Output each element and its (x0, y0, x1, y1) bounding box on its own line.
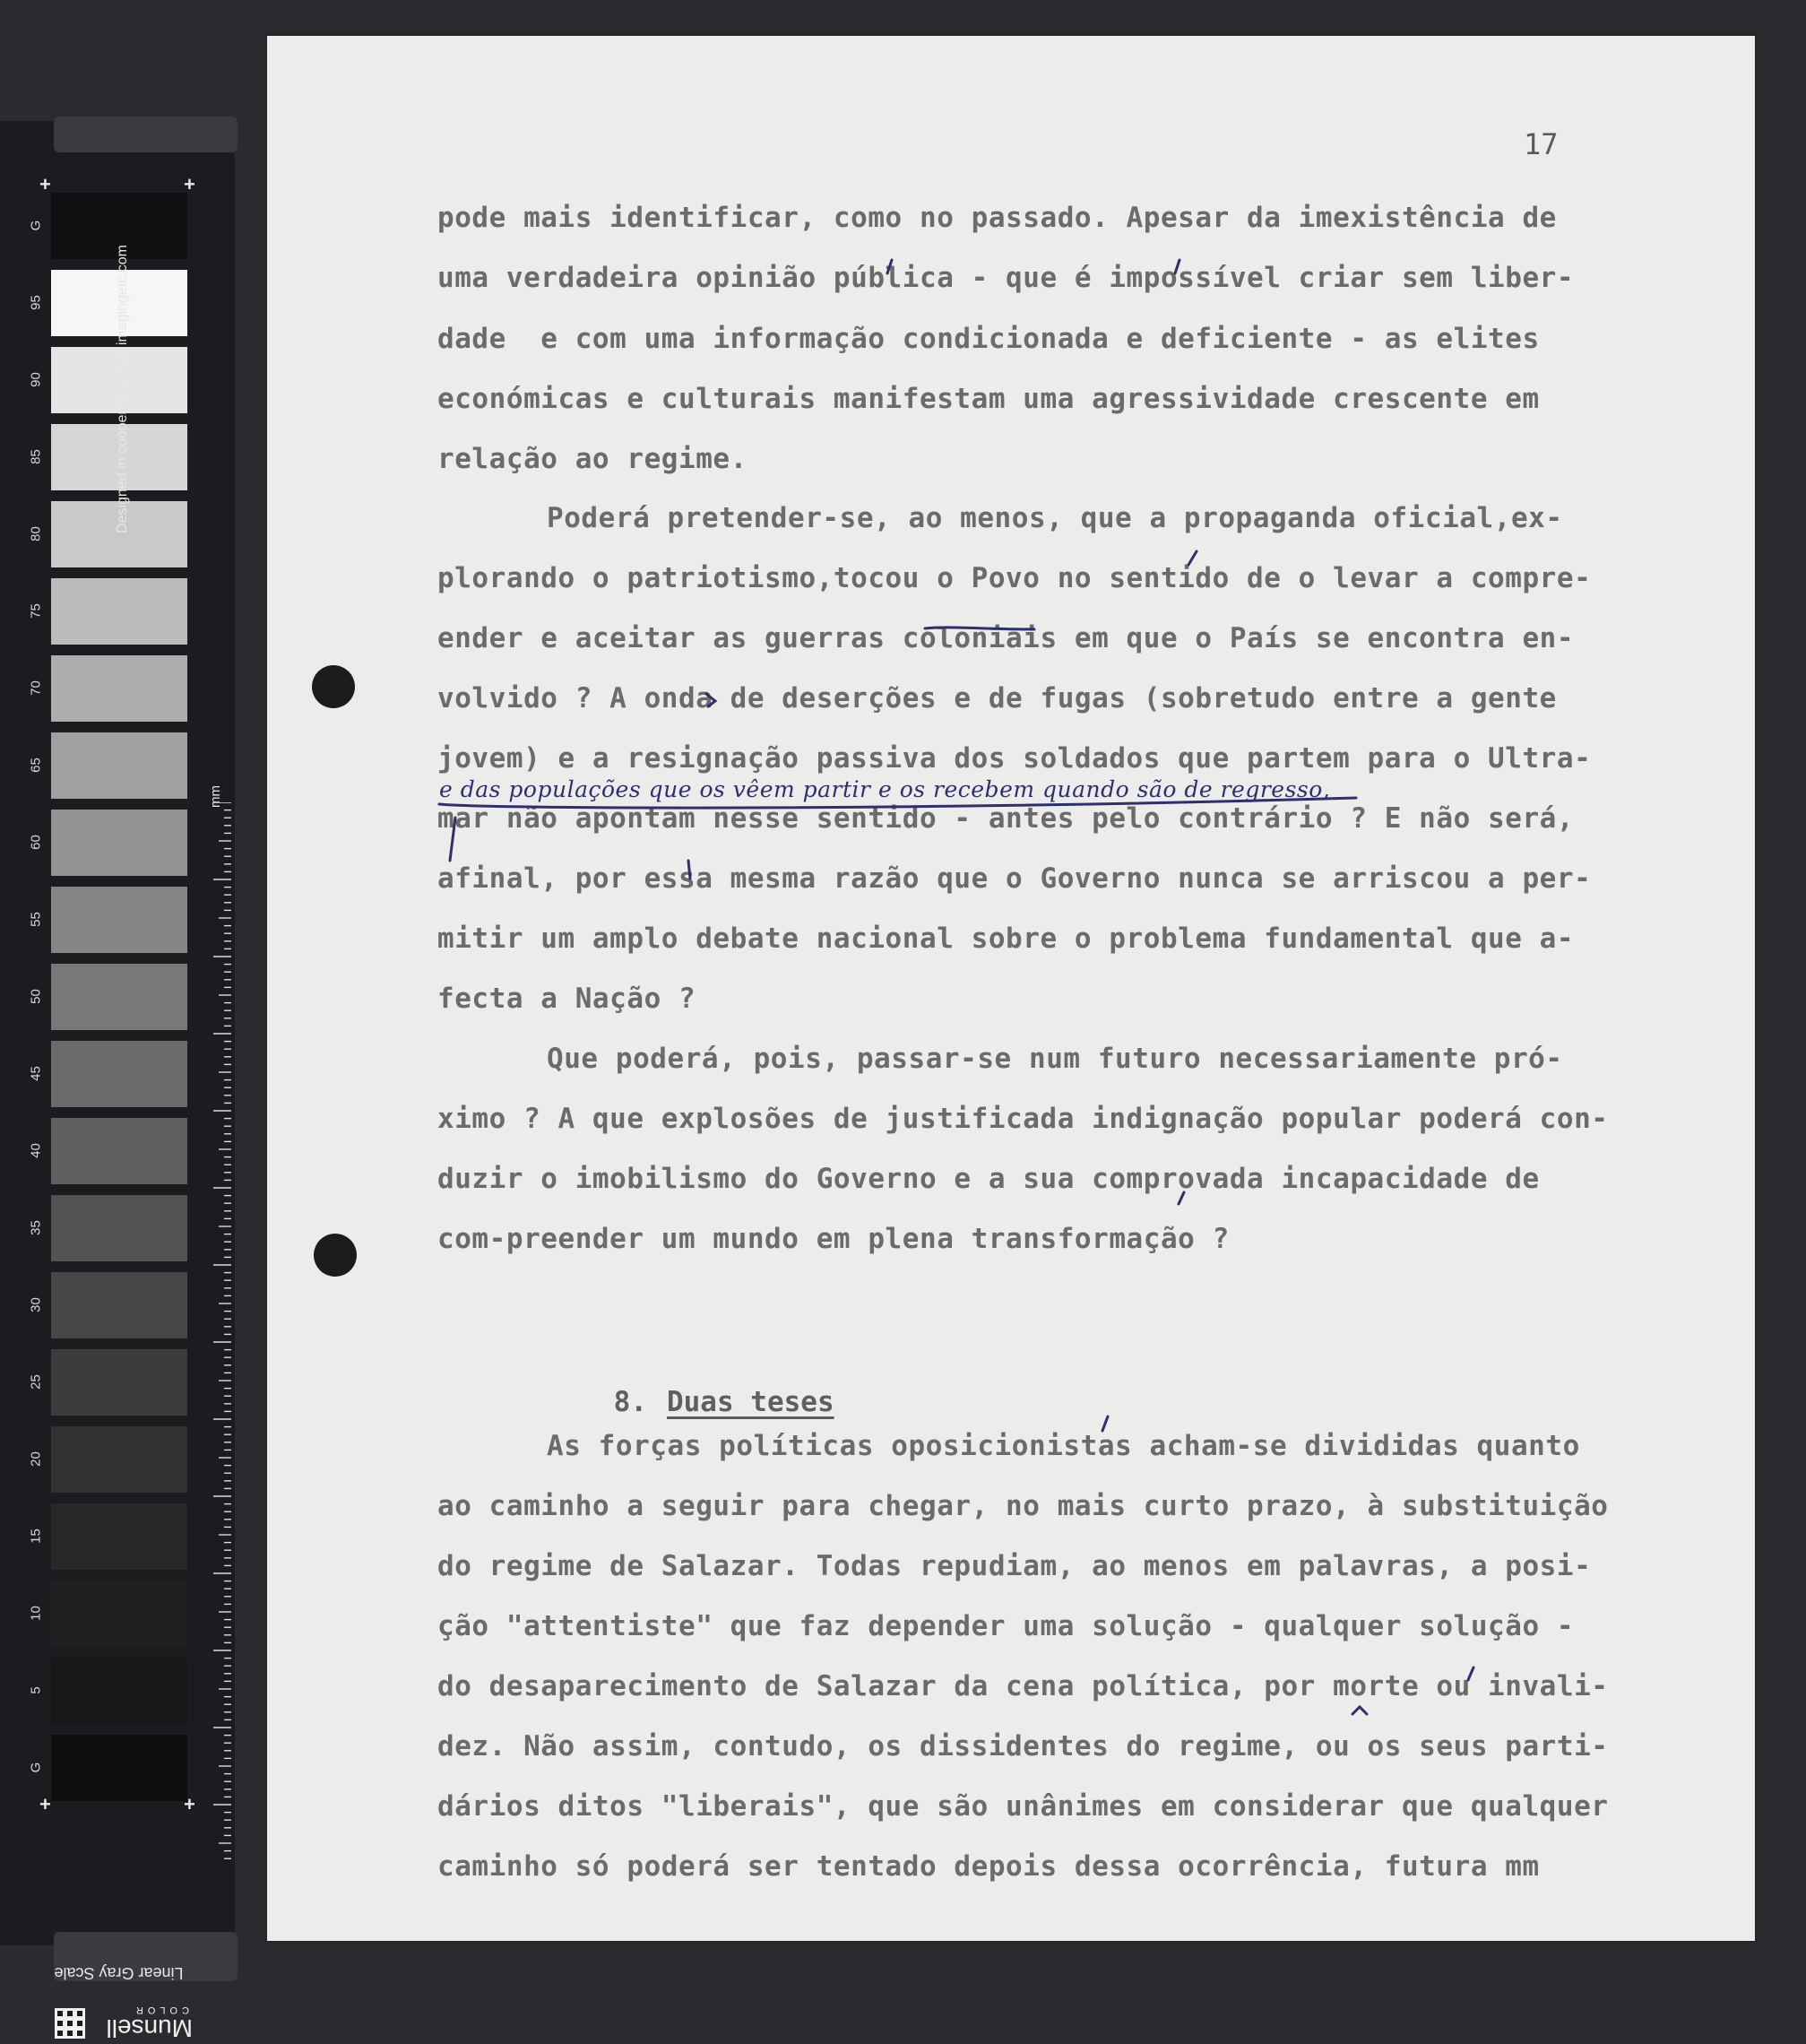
swatch-label: 45 (28, 1066, 44, 1081)
gray-swatch (51, 964, 187, 1030)
text-line: do desaparecimento de Salazar da cena política, por morte ou invali- (437, 1670, 1609, 1702)
text-line: com-preender um mundo em plena transformação ? (437, 1223, 1230, 1255)
circumflex-mark (1352, 1707, 1367, 1714)
swatch-label: 65 (28, 758, 44, 773)
text-line: ender e aceitar as guerras coloniais em que o País se encontra en- (437, 622, 1575, 654)
gray-swatch (51, 1118, 187, 1184)
gray-swatch (51, 1658, 187, 1724)
text-line: relação ao regime. (437, 443, 747, 475)
text-line: duzir o imobilismo do Governo e a sua comprovada incapacidade de (437, 1163, 1540, 1195)
swatch-label: 95 (28, 295, 44, 310)
swatch-label: 5 (28, 1686, 44, 1694)
swatch-label: 80 (28, 526, 44, 541)
mm-label: mm (208, 785, 223, 808)
swatch-label: 90 (28, 372, 44, 387)
card-clip-top (54, 117, 238, 152)
document-page (267, 36, 1755, 1941)
text-line: mar não apontam nesse sentido - antes pelo contrário ? E não será, (437, 802, 1575, 835)
text-line: pode mais identificar, como no passado. Apesar da imexistência de (437, 202, 1557, 234)
swatch-label: G (28, 1762, 44, 1773)
text-line: dários ditos "liberais", que são unânimes em considerar que qualquer (437, 1790, 1609, 1823)
swatch-label: 30 (28, 1297, 44, 1312)
text-line: ao caminho a seguir para chegar, no mais curto prazo, à substituição (437, 1490, 1609, 1522)
text-line: dez. Não assim, contudo, os dissidentes do regime, ou os seus parti- (437, 1730, 1609, 1763)
gray-swatch (51, 1735, 187, 1801)
text-line: Poderá pretender-se, ao menos, que a propaganda oficial,ex- (547, 502, 1563, 534)
swatch-label: 50 (28, 989, 44, 1004)
accent-mark (1102, 1416, 1108, 1431)
gray-swatch (51, 1426, 187, 1493)
heading-number: 8. (613, 1386, 647, 1418)
text-line: Que poderá, pois, passar-se num futuro necessariamente pró- (547, 1043, 1563, 1075)
text-line: ção "attentiste" que faz depender uma solução - qualquer solução - (437, 1610, 1575, 1642)
gray-swatch (51, 1272, 187, 1338)
heading-title: Duas teses (666, 1386, 834, 1418)
text-line: As forças políticas oposicionistas acham-se divididas quanto (547, 1430, 1580, 1462)
gray-swatch (51, 578, 187, 645)
gray-swatch (51, 732, 187, 799)
swatch-label: G (28, 220, 44, 231)
punch-hole (312, 665, 355, 708)
munsell-grid-icon (55, 2008, 85, 2039)
text-line: mitir um amplo debate nacional sobre o problema fundamental que a- (437, 922, 1575, 955)
gray-swatch (51, 1581, 187, 1647)
text-line: dade e com uma informação condicionada e deficiente - as elites (437, 323, 1540, 355)
text-line: caminho só poderá ser tentado depois dessa ocorrência, futura mm (437, 1850, 1540, 1883)
punch-hole (314, 1234, 357, 1277)
text-line: volvido ? A onda de deserções e de fugas (sobretudo entre a gente (437, 682, 1557, 715)
text-line: económicas e culturais manifestam uma agressividade crescente em (437, 383, 1540, 415)
text-line: uma verdadeira opinião pública - que é impossível criar sem liber- (437, 262, 1575, 294)
swatch-label: 60 (28, 835, 44, 850)
text-line: fecta a Nação ? (437, 983, 696, 1015)
swatch-label: 20 (28, 1451, 44, 1467)
munsell-logo (49, 1999, 193, 2044)
handwritten-insertion: e das populações que os vêem partir e os recebem quando são de regresso, (439, 776, 1331, 802)
gray-swatch (51, 655, 187, 722)
page-number: 17 (1524, 127, 1559, 161)
gray-swatch (51, 1349, 187, 1416)
munsell-brand-sub: COLOR (131, 2005, 189, 2015)
designed-by-text: Designed in cooperation with imagingetc.com (115, 245, 130, 533)
mm-ruler (210, 802, 231, 1869)
swatch-label: 25 (28, 1374, 44, 1390)
swatch-label: 55 (28, 912, 44, 927)
text-line: plorando o patriotismo,tocou o Povo no sentido de o levar a compre- (437, 562, 1592, 594)
linear-gray-scale-label: Linear Gray Scale (54, 1964, 184, 1982)
gray-swatch (51, 1041, 187, 1107)
swatch-label: 70 (28, 680, 44, 696)
text-line: afinal, por essa mesma razão que o Governo nunca se arriscou a per- (437, 862, 1592, 895)
munsell-brand-name: Munsell (106, 2014, 193, 2042)
gray-swatch (51, 810, 187, 876)
swatch-label: 10 (28, 1606, 44, 1621)
swatch-label: 85 (28, 449, 44, 464)
plus-mark: + (39, 173, 51, 195)
swatch-label: 15 (28, 1529, 44, 1544)
plus-mark: + (184, 1793, 195, 1815)
text-line: do regime de Salazar. Todas repudiam, ao menos em palavras, a posi- (437, 1550, 1592, 1582)
swatch-label: 35 (28, 1220, 44, 1235)
text-line: jovem) e a resignação passiva dos soldados que partem para o Ultra- (437, 742, 1592, 775)
plus-mark: + (184, 173, 195, 195)
gray-swatch (51, 887, 187, 953)
text-line: ximo ? A que explosões de justificada indignação popular poderá con- (437, 1103, 1609, 1135)
swatch-label: 40 (28, 1143, 44, 1158)
gray-swatch (51, 1503, 187, 1570)
gray-swatch (51, 1195, 187, 1261)
swatch-label: 75 (28, 603, 44, 619)
plus-mark: + (39, 1793, 51, 1815)
gray-scale-card (0, 121, 235, 2042)
